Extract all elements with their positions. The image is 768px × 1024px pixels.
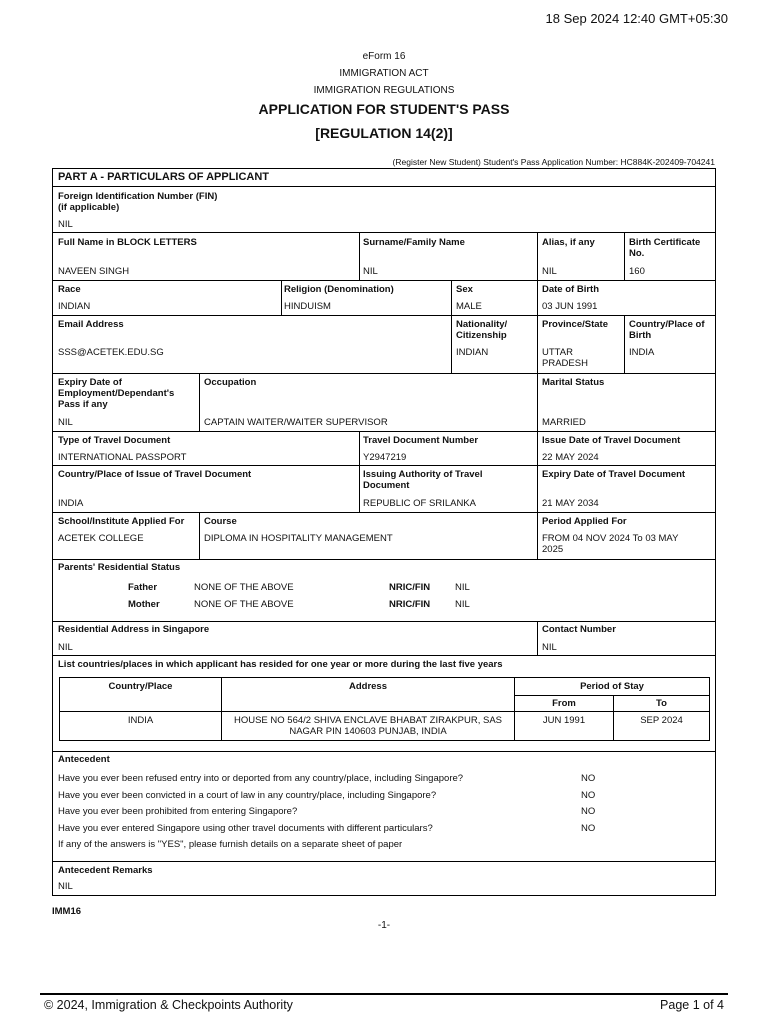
travel-issue-label: Issue Date of Travel Document [542, 435, 681, 446]
country-birth-label-2: Birth [629, 330, 652, 341]
country-birth-label: Country/Place of [629, 319, 705, 330]
issuing-authority-label-2: Document [363, 480, 410, 491]
page-title: APPLICATION FOR STUDENT'S PASS [258, 101, 510, 117]
fin-value: NIL [58, 219, 73, 230]
antecedent-question: Have you ever been convicted in a court of law in any country/place, including Singapore? [58, 790, 437, 801]
full-name-value: NAVEEN SINGH [58, 266, 130, 277]
birth-cert-label: Birth Certificate [629, 237, 701, 248]
fin-label: Foreign Identification Number (FIN) [58, 191, 218, 202]
expiry-pass-label-3: Pass if any [58, 399, 108, 410]
antecedent-note: If any of the answers is "YES", please furnish details on a separate sheet of paper [58, 839, 403, 850]
antecedent-answer: NO [581, 790, 596, 801]
col-address-header: Address [348, 681, 387, 692]
religion-value: HINDUISM [284, 301, 331, 312]
nationality-label-2: Citizenship [456, 330, 507, 341]
alias-label: Alias, if any [542, 237, 595, 248]
form-code: IMM16 [52, 906, 82, 917]
mother-label: Mother [128, 599, 160, 610]
travel-no-value: Y2947219 [363, 452, 407, 463]
province-label: Province/State [542, 319, 608, 330]
footer-copyright: © 2024, Immigration & Checkpoints Authority [44, 998, 293, 1012]
applicant-form [52, 168, 716, 896]
col-country-header: Country/Place [108, 681, 173, 692]
remarks-label: Antecedent Remarks [58, 865, 153, 876]
occupation-label: Occupation [204, 377, 257, 388]
religion-label: Religion (Denomination) [284, 284, 394, 295]
antecedent-answer: NO [581, 773, 596, 784]
country-birth-value: INDIA [629, 347, 655, 358]
province-value: UTTAR [542, 347, 573, 358]
residence-table [59, 677, 710, 741]
period-label: Period Applied For [542, 516, 627, 527]
surname-label: Surname/Family Name [363, 237, 465, 248]
page-marker: -1- [377, 920, 391, 931]
period-value-2: 2025 [542, 544, 564, 555]
father-status: NONE OF THE ABOVE [194, 582, 294, 593]
issuing-authority-value: REPUBLIC OF SRILANKA [363, 498, 476, 509]
antecedent-question: Have you ever been refused entry into or deported from any country/place, including Singapore? [58, 773, 464, 784]
fin-sub-label: (if applicable) [58, 202, 120, 213]
remarks-value: NIL [58, 881, 73, 892]
residence-address: HOUSE NO 564/2 SHIVA ENCLAVE BHABAT ZIRAKPUR, SAS [233, 715, 503, 726]
father-nric-label: NRIC/FIN [389, 582, 431, 593]
father-label: Father [128, 582, 158, 593]
footer-rule [40, 993, 728, 995]
antecedent-label: Antecedent [58, 754, 110, 765]
race-label: Race [58, 284, 81, 295]
school-label: School/Institute Applied For [58, 516, 185, 527]
col-to-header: To [656, 698, 667, 709]
antecedent-question: Have you ever been prohibited from entering Singapore? [58, 806, 298, 817]
mother-nric-label: NRIC/FIN [389, 599, 431, 610]
sex-label: Sex [456, 284, 473, 295]
surname-value: NIL [363, 266, 378, 277]
regulation-label: [REGULATION 14(2)] [315, 125, 453, 141]
nationality-label: Nationality/ [456, 319, 508, 330]
school-value: ACETEK COLLEGE [58, 533, 144, 544]
timestamp: 18 Sep 2024 12:40 GMT+05:30 [545, 11, 728, 26]
dob-value: 03 JUN 1991 [542, 301, 598, 312]
marital-value: MARRIED [542, 417, 586, 428]
footer-page: Page 1 of 4 [660, 998, 724, 1012]
residence-to: SEP 2024 [640, 715, 683, 726]
res-address-value: NIL [58, 642, 73, 653]
residence-label: List countries/places in which applicant has resided for one year or more during the last five years [58, 659, 503, 670]
travel-country-value: INDIA [58, 498, 84, 509]
expiry-pass-value: NIL [58, 417, 73, 428]
email-value: SSS@ACETEK.EDU.SG [58, 347, 164, 358]
sex-value: MALE [456, 301, 482, 312]
part-a-title: PART A - PARTICULARS OF APPLICANT [58, 171, 270, 183]
parents-label: Parents' Residential Status [58, 562, 181, 573]
antecedent-question: Have you ever entered Singapore using other travel documents with different particulars? [58, 823, 433, 834]
email-label: Email Address [58, 319, 124, 330]
contact-value: NIL [542, 642, 557, 653]
expiry-pass-label-2: Employment/Dependant's [58, 388, 175, 399]
province-value-2: PRADESH [542, 358, 588, 369]
period-value: FROM 04 NOV 2024 To 03 MAY [542, 533, 679, 544]
eform-label: eForm 16 [362, 51, 406, 62]
marital-label: Marital Status [542, 377, 605, 388]
col-from-header: From [552, 698, 576, 709]
travel-type-value: INTERNATIONAL PASSPORT [58, 452, 187, 463]
col-period-header: Period of Stay [580, 681, 644, 692]
race-value: INDIAN [58, 301, 91, 312]
mother-status: NONE OF THE ABOVE [194, 599, 294, 610]
contact-label: Contact Number [542, 624, 616, 635]
travel-country-label: Country/Place of Issue of Travel Document [58, 469, 252, 480]
alias-value: NIL [542, 266, 557, 277]
expiry-pass-label: Expiry Date of [58, 377, 122, 388]
travel-no-label: Travel Document Number [363, 435, 479, 446]
course-label: Course [204, 516, 237, 527]
travel-expiry-value: 21 MAY 2034 [542, 498, 599, 509]
course-value: DIPLOMA IN HOSPITALITY MANAGEMENT [204, 533, 393, 544]
father-nric-value: NIL [455, 582, 470, 593]
travel-issue-value: 22 MAY 2024 [542, 452, 599, 463]
birth-cert-label-2: No. [629, 248, 645, 259]
dob-label: Date of Birth [542, 284, 599, 295]
act-label: IMMIGRATION ACT [339, 68, 429, 79]
birth-cert-value: 160 [629, 266, 645, 277]
application-number: (Register New Student) Student's Pass Application Number: HC884K-202409-704241 [392, 157, 715, 167]
residence-from: JUN 1991 [542, 715, 586, 726]
regulations-label: IMMIGRATION REGULATIONS [313, 85, 455, 96]
res-address-label: Residential Address in Singapore [58, 624, 210, 635]
antecedent-answer: NO [581, 806, 596, 817]
antecedent-answer: NO [581, 823, 596, 834]
travel-type-label: Type of Travel Document [58, 435, 171, 446]
travel-expiry-label: Expiry Date of Travel Document [542, 469, 686, 480]
issuing-authority-label: Issuing Authority of Travel [363, 469, 483, 480]
full-name-label: Full Name in BLOCK LETTERS [58, 237, 197, 248]
occupation-value: CAPTAIN WAITER/WAITER SUPERVISOR [204, 417, 388, 428]
nationality-value: INDIAN [456, 347, 489, 358]
residence-address-2: NAGAR PIN 140603 PUNJAB, INDIA [289, 726, 447, 737]
residence-country: INDIA [127, 715, 154, 726]
mother-nric-value: NIL [455, 599, 470, 610]
